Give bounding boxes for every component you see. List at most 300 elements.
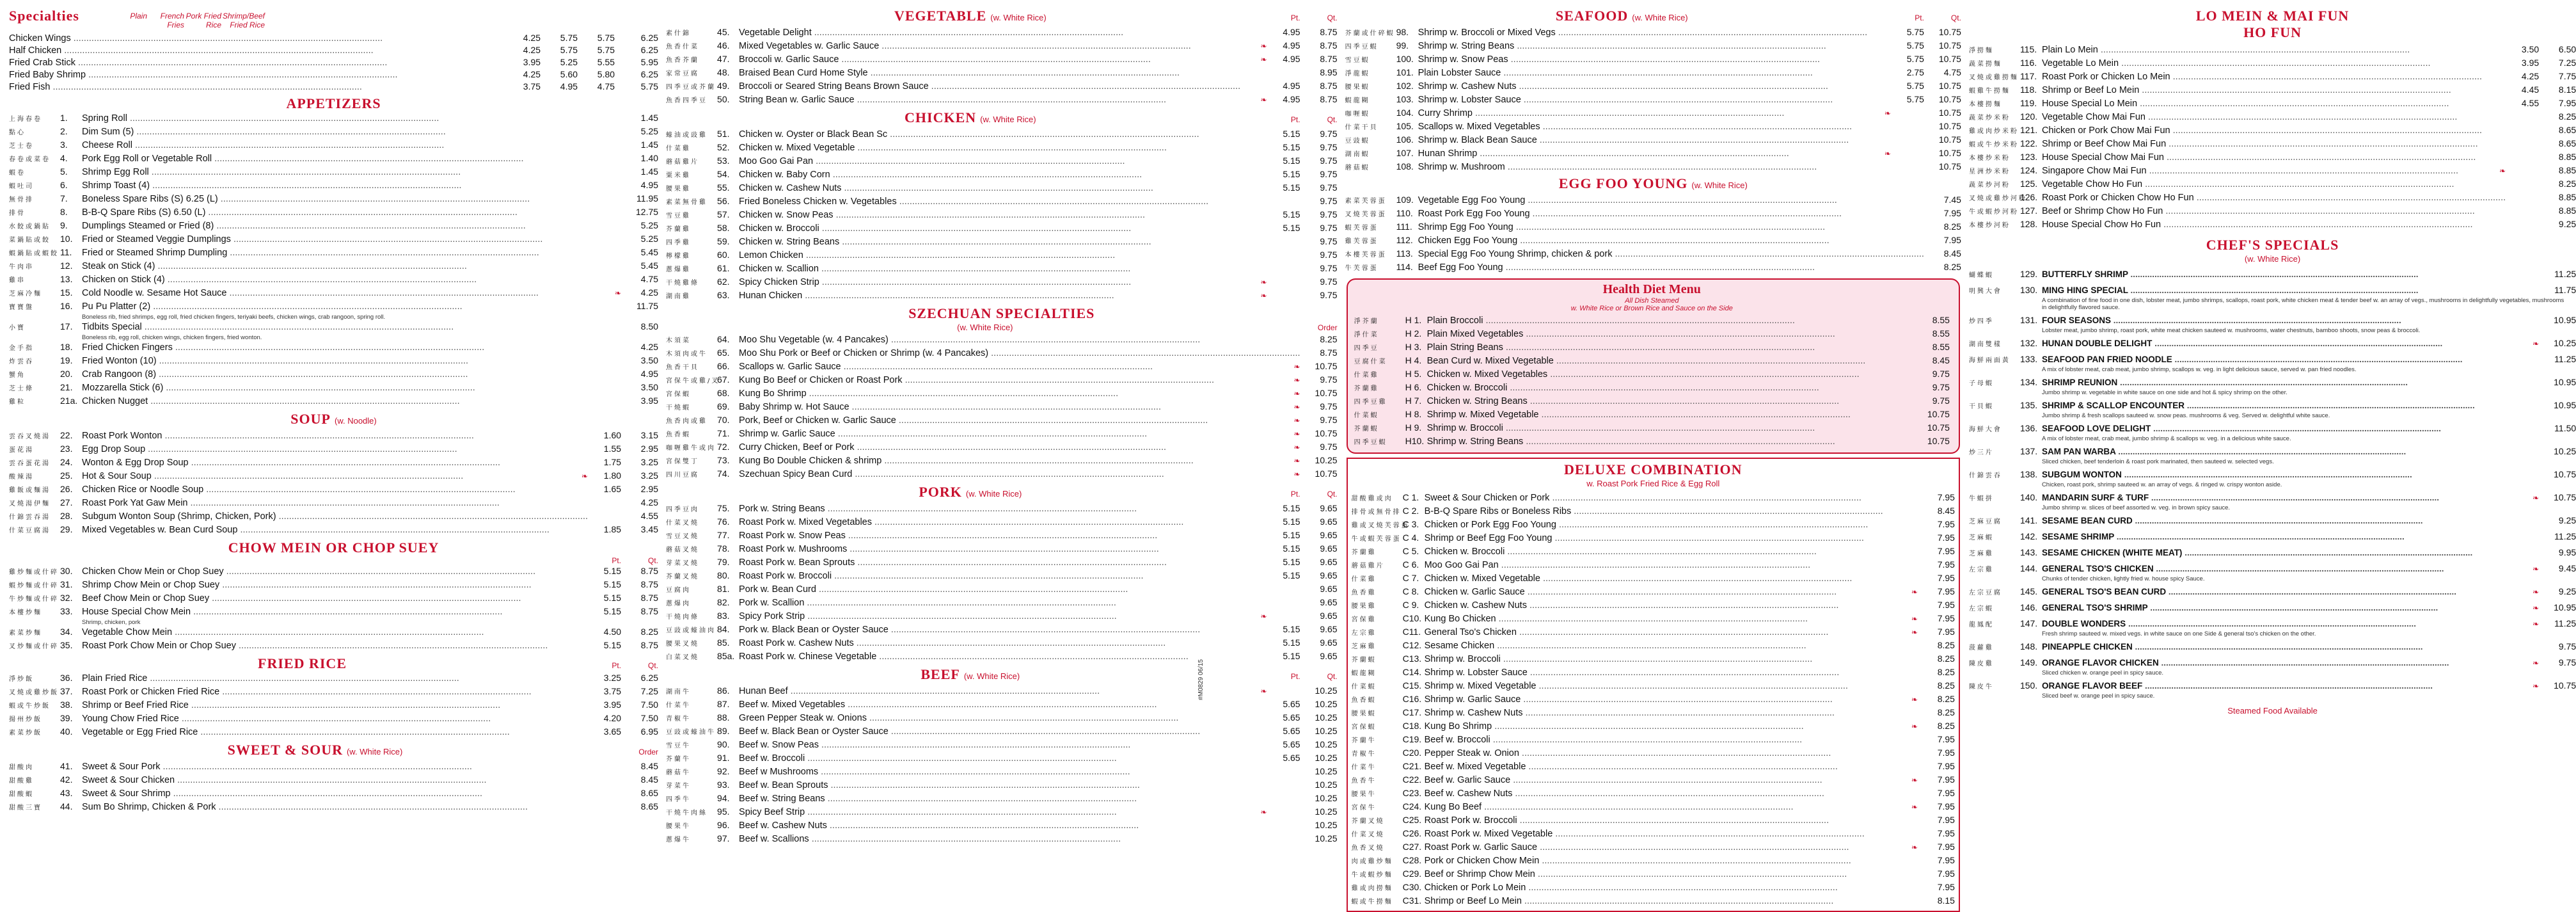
chinese-name: 四季豆肉 — [666, 506, 700, 513]
price-pt: 5.15 — [1283, 156, 1300, 166]
item-number: 138. — [2019, 469, 2038, 479]
item-number: 35. — [60, 640, 73, 650]
price-pt: 5.15 — [1283, 503, 1300, 513]
item-name: Beef w. Mixed Vegetable ..... — [1425, 761, 1918, 772]
price-pt: 5.65 — [1283, 753, 1300, 763]
sweetsour-sub: (w. White Rice) — [346, 747, 403, 756]
col-qt: Qt. — [648, 661, 659, 670]
hot-spicy-icon: ❧ — [1884, 149, 1891, 158]
item-name: Vegetable Delight ..... — [739, 27, 1267, 38]
beef-header — [666, 666, 1338, 685]
item-description: Fresh shrimp sauteed w. mixed vegs. in white sauce on one Side & general tso's chicken on the other. — [2041, 630, 2316, 637]
item-name: Shrimp w. Snow Peas ..... — [1418, 54, 1891, 65]
menu-item — [1352, 532, 1955, 545]
item-number: 108. — [1396, 161, 1414, 172]
chinese-name: 本樓炒米粉 — [1968, 155, 2011, 162]
chinese-name: 什菜牛 — [1351, 764, 1377, 771]
item-name: Hot & Sour Soup ..... — [82, 470, 580, 482]
item-number: 37. — [60, 686, 73, 696]
item-number: C26. — [1402, 828, 1422, 838]
chinese-name: 蠔油或豉雞 — [666, 132, 708, 139]
price-pt: 5.15 — [1283, 557, 1300, 567]
chinese-name: 雞芙蓉蛋 — [1345, 238, 1379, 245]
chinese-name: 青椒牛 — [1351, 751, 1377, 758]
item-name: Chicken w. Cashew Nuts ..... — [1425, 600, 1918, 611]
chinese-name: 魚香叉燒 — [1351, 845, 1385, 852]
price-qt: 7.95 — [1937, 828, 1955, 838]
price-qt: 8.75 — [1320, 27, 1338, 37]
chinese-name: 什菜雞 — [1351, 576, 1377, 583]
item-name: Scallops w. Garlic Sauce ..... — [739, 361, 1292, 372]
item-name: Sweet & Sour Shrimp ..... — [82, 788, 621, 799]
item-number: 67. — [717, 374, 730, 385]
deluxe-combination-box — [1347, 458, 1960, 912]
item-name: House Special Chow Mein ..... — [82, 606, 588, 618]
item-name: Beef w. Cashew Nuts ..... — [739, 820, 1267, 831]
menu-item — [666, 374, 1338, 387]
menu-item — [666, 80, 1338, 93]
chinese-name: 淨龍蝦 — [1345, 70, 1370, 77]
item-number: C 1. — [1402, 492, 1419, 502]
chinese-name: 什菜牛 — [666, 702, 691, 709]
price-qt: 8.75 — [1320, 40, 1338, 51]
item-number: 78. — [717, 543, 730, 554]
item-description: Lobster meat, jumbo shrimp, roast pork, white meat chicken sauteed w. mushrooms, water chestnuts, bamboo shoots, snow peas & broccoli. — [2041, 327, 2421, 334]
menu-item — [1969, 315, 2576, 327]
chinese-name: 什錦雲吞湯 — [9, 514, 51, 521]
price-qt: 8.25 — [640, 627, 659, 637]
chinese-name: 叉炒麵或什碎 — [9, 643, 59, 650]
item-number: 16. — [60, 301, 73, 311]
price-qt: 7.25 — [640, 686, 659, 696]
menu-item — [9, 381, 658, 395]
chinese-name: 蝦雞牛撈麵 — [1968, 88, 2011, 95]
menu-item — [1352, 707, 1955, 720]
menu-item — [1354, 422, 1950, 435]
price-qt: 9.65 — [1320, 597, 1338, 607]
chinese-name: 芝士條 — [9, 385, 34, 392]
item-number: 65. — [717, 348, 730, 358]
chinese-name: 星洲炒米粉 — [1968, 168, 2011, 175]
price-qt: 8.55 — [1932, 315, 1950, 325]
price: 3.95 — [640, 396, 659, 406]
item-name: Beef w. Snow Peas ..... — [739, 739, 1267, 751]
col-pt: Pt. — [1915, 13, 1924, 22]
price-pt: 1.80 — [603, 470, 622, 481]
item-name: Pork, Beef or Chicken w. Garlic Sauce ..... — [739, 415, 1292, 426]
item-number: 21a. — [60, 396, 78, 406]
item-number: 83. — [717, 611, 730, 621]
menu-item — [9, 368, 658, 381]
chinese-name: 檸檬雞 — [666, 253, 691, 260]
item-number: C23. — [1402, 788, 1422, 798]
item-number: 56. — [717, 196, 730, 206]
item-number: 113. — [1396, 248, 1413, 259]
item-name: Chicken w. Broccoli ..... — [1427, 382, 1913, 394]
menu-item — [9, 524, 658, 537]
deluxe-title: DELUXE COMBINATION — [1563, 461, 1742, 477]
price-qt: 9.75 — [1320, 263, 1338, 273]
chinese-name: 家常豆腐 — [666, 70, 700, 77]
item-name: Beef w. Scallions ..... — [739, 833, 1267, 845]
price-qt: 4.25 — [640, 497, 659, 508]
chinese-name: 魚香蝦 — [1351, 697, 1377, 704]
item-name: Fried Boneless Chicken w. Vegetables ..... — [739, 196, 1267, 207]
price-qt: 10.25 — [1315, 726, 1338, 736]
price-qt: 7.25 — [2558, 58, 2576, 68]
item-number: C 6. — [1402, 559, 1419, 570]
menu-item — [1345, 120, 1961, 134]
chinese-name: 四季豆蝦 — [1354, 439, 1387, 446]
menu-item — [666, 182, 1338, 195]
menu-item — [666, 543, 1338, 556]
item-name: Roast Pork Yat Gaw Mein ..... — [82, 497, 588, 509]
chinese-name: 蝦或牛撈麵 — [1351, 899, 1393, 906]
menu-item — [666, 610, 1338, 623]
item-number: 3. — [60, 140, 68, 150]
price-qt: 10.25 — [2554, 446, 2576, 456]
item-description: Jumbo shrimp & fresh scallops sauteed w. snow peas. mushrooms & veg. Served w. delightful white sauce. — [2041, 412, 2330, 419]
item-name: Shrimp Egg Foo Young ..... — [1418, 221, 1924, 233]
chinese-name: 四季牛 — [666, 796, 691, 803]
menu-code: #M0829 06/15 — [1197, 659, 1205, 700]
item-number: C24. — [1402, 801, 1422, 812]
price-qt: 8.75 — [1320, 54, 1338, 64]
price: 6.25 — [640, 33, 659, 43]
item-name: Spicy Beef Strip ..... — [739, 806, 1259, 818]
menu-item — [1352, 586, 1955, 599]
item-name: Vegetable Chow Mai Fun ..... — [2042, 111, 2506, 123]
chinese-name: 雞或叉燒芙蓉蛋 — [1351, 522, 1410, 529]
price-qt: 3.25 — [640, 457, 659, 467]
price: 4.95 — [640, 180, 659, 190]
col-qt: Qt. — [648, 556, 659, 565]
item-name: SHRIMP REUNION ..... — [2042, 377, 2539, 388]
item-number: 112. — [1396, 235, 1413, 245]
specialties-list — [9, 32, 658, 93]
item-number: 27. — [60, 497, 73, 508]
item-name: Fried or Steamed Shrimp Dumpling ..... — [82, 247, 621, 259]
item-number: 69. — [717, 401, 730, 412]
menu-item — [1345, 161, 1961, 174]
item-description: Sliced beef w. orange peel in spicy sauce. — [2041, 692, 2155, 700]
chinese-name: 甜酸肉 — [9, 764, 34, 771]
soup-sub: (w. Noodle) — [334, 416, 377, 426]
item-number: C10. — [1402, 613, 1422, 623]
menu-item — [666, 516, 1338, 529]
menu-item — [1345, 221, 1961, 234]
item-name: B-B-Q Spare Ribs or Boneless Ribs ..... — [1425, 506, 1918, 517]
price-pt: 1.85 — [603, 524, 622, 534]
price-qt: 8.45 — [1932, 355, 1950, 365]
item-name: Fried or Steamed Veggie Dumplings ..... — [82, 234, 621, 245]
chinese-name: 芥蘭牛 — [666, 756, 691, 763]
menu-item — [1354, 408, 1950, 422]
price-qt: 4.55 — [640, 511, 659, 521]
price-qt: 10.95 — [2554, 602, 2576, 612]
price-pt: 5.65 — [1283, 726, 1300, 736]
item-name: Hunan Chicken ..... — [739, 290, 1259, 301]
menu-item — [1969, 124, 2576, 138]
menu-item — [666, 333, 1338, 347]
chinese-name: 魚香肉或雞 — [666, 418, 708, 425]
item-number: 18. — [60, 342, 73, 352]
item-number: 111. — [1396, 221, 1412, 232]
menu-item — [666, 712, 1338, 725]
menu-item — [666, 637, 1338, 650]
item-number: 81. — [717, 584, 730, 594]
menu-item — [1969, 44, 2576, 57]
menu-item — [1969, 285, 2576, 297]
item-number: 71. — [717, 428, 730, 438]
item-name: MING HING SPECIAL ..... — [2042, 285, 2539, 296]
price-pt: 5.15 — [1283, 182, 1300, 193]
item-number: 21. — [60, 382, 73, 392]
price: 6.25 — [640, 45, 659, 55]
item-description: A mix of lobster meat, crab meat, jumbo shrimp & scallops w. veg. in a delicious white sauce. — [2041, 435, 2291, 442]
item-number: 77. — [717, 530, 730, 540]
chinese-name: 無骨排 — [9, 196, 34, 204]
price-qt: 9.65 — [1320, 584, 1338, 594]
chinese-name: 蝦炒麵或什碎 — [9, 582, 59, 589]
price-qt: 9.75 — [1320, 129, 1338, 139]
price-qt: 8.65 — [640, 788, 659, 798]
item-name: ORANGE FLAVOR CHICKEN ..... — [2042, 657, 2531, 668]
price-qt: 10.25 — [1315, 753, 1338, 763]
chinese-name: 蝦或牛炒飯 — [9, 703, 51, 710]
price-qt: 10.75 — [1938, 27, 1961, 37]
item-name: Shrimp or Beef Chow Mai Fun ..... — [2042, 138, 2506, 150]
szechuan-sub: (w. White Rice) — [957, 323, 1013, 332]
item-number: 11. — [60, 247, 72, 257]
menu-item — [1352, 626, 1955, 639]
chinese-name: 龍鳳配 — [1968, 621, 1994, 628]
menu-item — [1969, 547, 2576, 559]
chinese-name: 牛或蝦芙蓉蛋 — [1351, 536, 1402, 543]
menu-item — [1969, 70, 2576, 84]
price-pt: 4.45 — [2521, 84, 2540, 95]
price-pt: 3.75 — [603, 686, 622, 696]
health-title: Health Diet Menu — [1602, 282, 1701, 296]
price-pt: 5.75 — [1906, 54, 1924, 64]
col-order: Order — [638, 748, 659, 756]
item-number: 17. — [60, 321, 73, 332]
item-name: Plain Lo Mein ..... — [2042, 44, 2506, 56]
item-name: Chicken on Stick (4) ..... — [82, 274, 621, 285]
menu-item — [1352, 680, 1955, 693]
menu-item — [9, 206, 658, 220]
price-qt: 8.25 — [1937, 653, 1955, 664]
price-qt: 9.75 — [2558, 641, 2576, 652]
chinese-name: 素菜炒飯 — [9, 730, 42, 737]
item-number: 124. — [2019, 165, 2038, 175]
menu-item — [666, 289, 1338, 303]
item-number: C 3. — [1402, 519, 1419, 529]
item-name: Chicken w. Broccoli ..... — [1425, 546, 1918, 557]
chinese-name: 豆豉蝦 — [1345, 138, 1370, 145]
price: 4.95 — [560, 81, 578, 92]
item-number: C31. — [1402, 895, 1422, 906]
price-qt: 10.25 — [1315, 455, 1338, 465]
menu-item — [1969, 602, 2576, 614]
menu-item — [1345, 53, 1961, 67]
chinese-name: 豆腐肉 — [666, 587, 691, 594]
hot-spicy-icon: ❧ — [1293, 376, 1300, 385]
menu-item — [1352, 733, 1955, 747]
chinese-name: 蔬菜撈麵 — [1968, 61, 2002, 68]
item-number: 48. — [717, 67, 730, 77]
menu-item — [1352, 760, 1955, 774]
price-qt: 6.95 — [640, 726, 659, 737]
chinese-name: 什菜叉燒 — [666, 520, 700, 527]
price-pt: 5.15 — [1283, 530, 1300, 540]
chinese-name: 牛或蝦炒河粉 — [1968, 209, 2019, 216]
item-name: MANDARIN SURF & TURF ..... — [2042, 492, 2531, 503]
price-qt: 9.75 — [1320, 169, 1338, 179]
menu-item — [9, 429, 658, 443]
menu-item — [1969, 641, 2576, 653]
item-name: Pork w. Bean Curd ..... — [739, 584, 1267, 595]
menu-item — [666, 26, 1338, 40]
item-number: 43. — [60, 788, 73, 798]
chinese-name: 明興大會 — [1968, 288, 2002, 295]
menu-item — [1352, 572, 1955, 586]
chinese-name: 排骨或無骨排 — [1351, 509, 1402, 516]
item-number: 130. — [2019, 285, 2038, 295]
chinese-name: 干燒雞條 — [666, 280, 700, 287]
chinese-name: 素菜芙蓉蛋 — [1345, 198, 1387, 205]
menu-item — [9, 605, 658, 619]
menu-item — [1354, 381, 1950, 395]
price-qt: 10.25 — [1315, 806, 1338, 817]
menu-item — [1969, 178, 2576, 191]
item-name: SEAFOOD LOVE DELIGHT ..... — [2042, 423, 2539, 434]
menu-item — [1354, 435, 1950, 449]
menu-item — [9, 774, 658, 787]
menu-item — [666, 236, 1338, 249]
price: 4.75 — [640, 274, 659, 284]
price-qt: 6.50 — [2558, 44, 2576, 54]
chinese-name: 本樓炒麵 — [9, 609, 42, 616]
menu-item — [1352, 787, 1955, 801]
chinese-name: 青椒牛 — [666, 716, 691, 723]
price-qt: 7.95 — [1937, 761, 1955, 771]
price-pt: 5.15 — [1283, 624, 1300, 634]
price-qt: 8.75 — [640, 640, 659, 650]
item-name: Chicken w. Oyster or Black Bean Sc ..... — [739, 129, 1267, 140]
pork-header — [666, 484, 1338, 502]
soup-title: SOUP — [290, 411, 331, 427]
item-name: Beef w. Bean Sprouts ..... — [739, 780, 1267, 791]
item-name: Moo Shu Vegetable (w. 4 Pancakes) ..... — [739, 334, 1300, 346]
col-pt: Pt. — [1290, 672, 1300, 681]
steamed-food-note: Steamed Food Available — [2227, 706, 2318, 716]
szechuan-list — [666, 333, 1338, 481]
item-number: 87. — [717, 699, 730, 709]
item-name: Moo Shu Pork or Beef or Chicken or Shrimp (w. 4 Pancakes) ..... — [739, 348, 1300, 359]
price: 5.80 — [597, 69, 615, 79]
chinese-name: 雪豆叉燒 — [666, 533, 700, 540]
item-number: 114. — [1396, 262, 1413, 272]
item-number: 123. — [2019, 152, 2038, 162]
deluxe-sub-wrap — [1352, 478, 1955, 490]
price-qt: 8.45 — [640, 774, 659, 785]
item-name: Chicken or Pork Lo Mein ..... — [1425, 882, 1918, 893]
menu-item — [1354, 395, 1950, 408]
price-qt: 9.75 — [1932, 369, 1950, 379]
price-qt: 10.75 — [1938, 54, 1961, 64]
item-name: Shrimp w. Black Bean Sauce ..... — [1418, 134, 1891, 146]
menu-item — [9, 579, 658, 592]
item-number: 63. — [717, 290, 730, 300]
item-number: 28. — [60, 511, 73, 521]
item-name: House Special Lo Mein ..... — [2042, 98, 2506, 109]
chinese-name: 木須菜 — [666, 337, 691, 344]
item-name: Beef w. String Beans ..... — [739, 793, 1267, 804]
price-qt: 8.55 — [1932, 328, 1950, 339]
menu-item — [666, 833, 1338, 846]
chinese-name: 酸辣湯 — [9, 474, 34, 481]
price-pt: 5.15 — [1283, 209, 1300, 220]
menu-item — [1969, 680, 2576, 692]
price-qt: 10.75 — [1315, 468, 1338, 479]
price-qt: 9.75 — [1320, 223, 1338, 233]
price-qt: 8.45 — [1943, 248, 1961, 259]
menu-item — [1352, 639, 1955, 653]
item-name: Roast Pork Chow Mein or Chop Suey ..... — [82, 640, 588, 652]
chinese-name: 叉燒或雞炒飯 — [9, 689, 59, 696]
price-qt: 7.95 — [2558, 98, 2576, 108]
price-pt: 5.15 — [603, 606, 622, 616]
menu-item — [1352, 693, 1955, 707]
item-number: 38. — [60, 700, 73, 710]
col-pt: Pt. — [1290, 490, 1300, 499]
chinese-name: 魚香干貝 — [666, 364, 700, 371]
item-number: H 6. — [1405, 382, 1422, 392]
price-qt: 7.95 — [1943, 208, 1961, 218]
vegetable-header — [666, 8, 1338, 26]
price-qt: 8.15 — [2558, 84, 2576, 95]
menu-item — [1352, 559, 1955, 572]
item-name: SHRIMP & SCALLOP ENCOUNTER ..... — [2042, 400, 2539, 411]
item-number: 34. — [60, 627, 73, 637]
menu-item — [9, 639, 658, 653]
item-number: 149. — [2019, 657, 2038, 668]
menu-item — [1969, 164, 2576, 178]
chinese-name: 蘑菇雞片 — [666, 159, 700, 166]
price-pt: 1.75 — [603, 457, 622, 467]
item-name: Roast Pork w. Snow Peas ..... — [739, 530, 1267, 541]
chinese-name: 腰果雞 — [1351, 603, 1377, 610]
price-qt: 9.65 — [1320, 530, 1338, 540]
item-number: 57. — [717, 209, 730, 220]
item-name: Pepper Steak w. Onion ..... — [1425, 748, 1918, 759]
price-pt: 5.15 — [1283, 570, 1300, 580]
price-qt: 7.95 — [1937, 788, 1955, 798]
menu-item — [666, 583, 1338, 596]
menu-item — [9, 246, 658, 260]
item-number: C21. — [1402, 761, 1422, 771]
eggfooyoung-list — [1345, 194, 1961, 275]
price-qt: 8.85 — [2558, 152, 2576, 162]
price-pt: 5.15 — [603, 593, 622, 603]
menu-item — [1345, 147, 1961, 161]
item-name: SAM PAN WARBA ..... — [2042, 446, 2539, 457]
hot-spicy-icon: ❧ — [1911, 803, 1918, 812]
item-name: Chicken w. Snow Peas ..... — [739, 209, 1267, 221]
item-name: Shrimp w. Garlic Sauce ..... — [739, 428, 1292, 440]
hot-spicy-icon: ❧ — [2533, 493, 2540, 502]
